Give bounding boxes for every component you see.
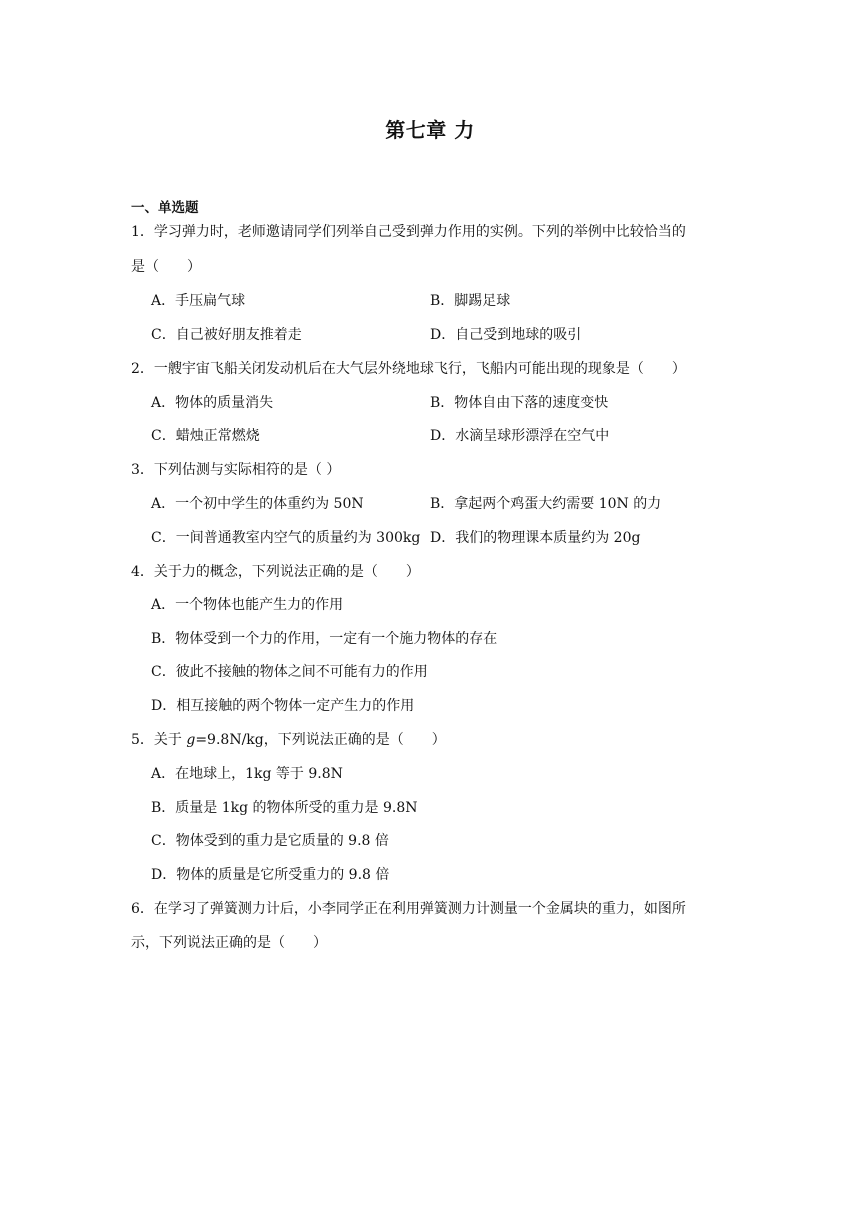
question-2-option-a: A．物体的质量消失	[151, 395, 274, 411]
question-2-option-d: D．水滴呈球形漂浮在空气中	[430, 428, 610, 444]
question-3-option-c: C．一间普通教室内空气的质量约为 300kg	[151, 530, 421, 546]
question-4-option-d: D．相互接触的两个物体一定产生力的作用	[151, 698, 415, 714]
question-3-option-b: B．拿起两个鸡蛋大约需要 10N 的力	[430, 496, 662, 512]
page-title: 第七章 力	[385, 118, 475, 142]
question-3-option-a: A．一个初中学生的体重约为 50N	[151, 496, 364, 512]
question-4-option-c: C．彼此不接触的物体之间不可能有力的作用	[151, 664, 428, 680]
question-6-stem-continued: 示，下列说法正确的是（ ）	[131, 935, 327, 951]
question-4-option-b: B．物体受到一个力的作用，一定有一个施力物体的存在	[151, 631, 498, 647]
question-2-option-b: B．物体自由下落的速度变快	[430, 395, 609, 411]
question-3-option-d: D．我们的物理课本质量约为 20g	[430, 530, 641, 546]
section-heading: 一、单选题	[131, 200, 199, 216]
question-5-option-c: C．物体受到的重力是它质量的 9.8 倍	[151, 833, 389, 849]
question-6-stem: 6．在学习了弹簧测力计后，小李同学正在利用弹簧测力计测量一个金属块的重力，如图所	[131, 901, 686, 917]
question-2-option-c: C．蜡烛正常燃烧	[151, 428, 260, 444]
question-5-stem-suffix: =9.8N/kg，下列说法正确的是（ ）	[195, 732, 446, 748]
question-5-option-d: D．物体的质量是它所受重力的 9.8 倍	[151, 867, 390, 883]
question-5-stem	[131, 730, 446, 750]
question-5-option-a: A．在地球上，1kg 等于 9.8N	[151, 766, 343, 782]
question-4-option-a: A．一个物体也能产生力的作用	[151, 597, 344, 613]
question-4-stem: 4．关于力的概念，下列说法正确的是（ ）	[131, 564, 420, 580]
question-2-stem: 2．一艘宇宙飞船关闭发动机后在大气层外绕地球飞行，飞船内可能出现的现象是（ ）	[131, 361, 686, 377]
question-1-option-b: B．脚踢足球	[430, 293, 511, 309]
question-1-stem: 1．学习弹力时，老师邀请同学们列举自己受到弹力作用的实例。下列的举例中比较恰当的	[131, 224, 686, 240]
question-5-option-b: B．质量是 1kg 的物体所受的重力是 9.8N	[151, 800, 418, 816]
question-3-stem: 3．下列估测与实际相符的是（ ）	[131, 462, 341, 478]
question-5-stem-symbol: g	[186, 732, 196, 748]
question-1-option-d: D．自己受到地球的吸引	[430, 327, 582, 343]
question-5-stem-prefix: 5．关于	[131, 732, 187, 748]
question-1-stem-continued: 是（ ）	[131, 259, 201, 275]
question-1-option-a: A．手压扁气球	[151, 293, 246, 309]
question-1-option-c: C．自己被好朋友推着走	[151, 327, 302, 343]
